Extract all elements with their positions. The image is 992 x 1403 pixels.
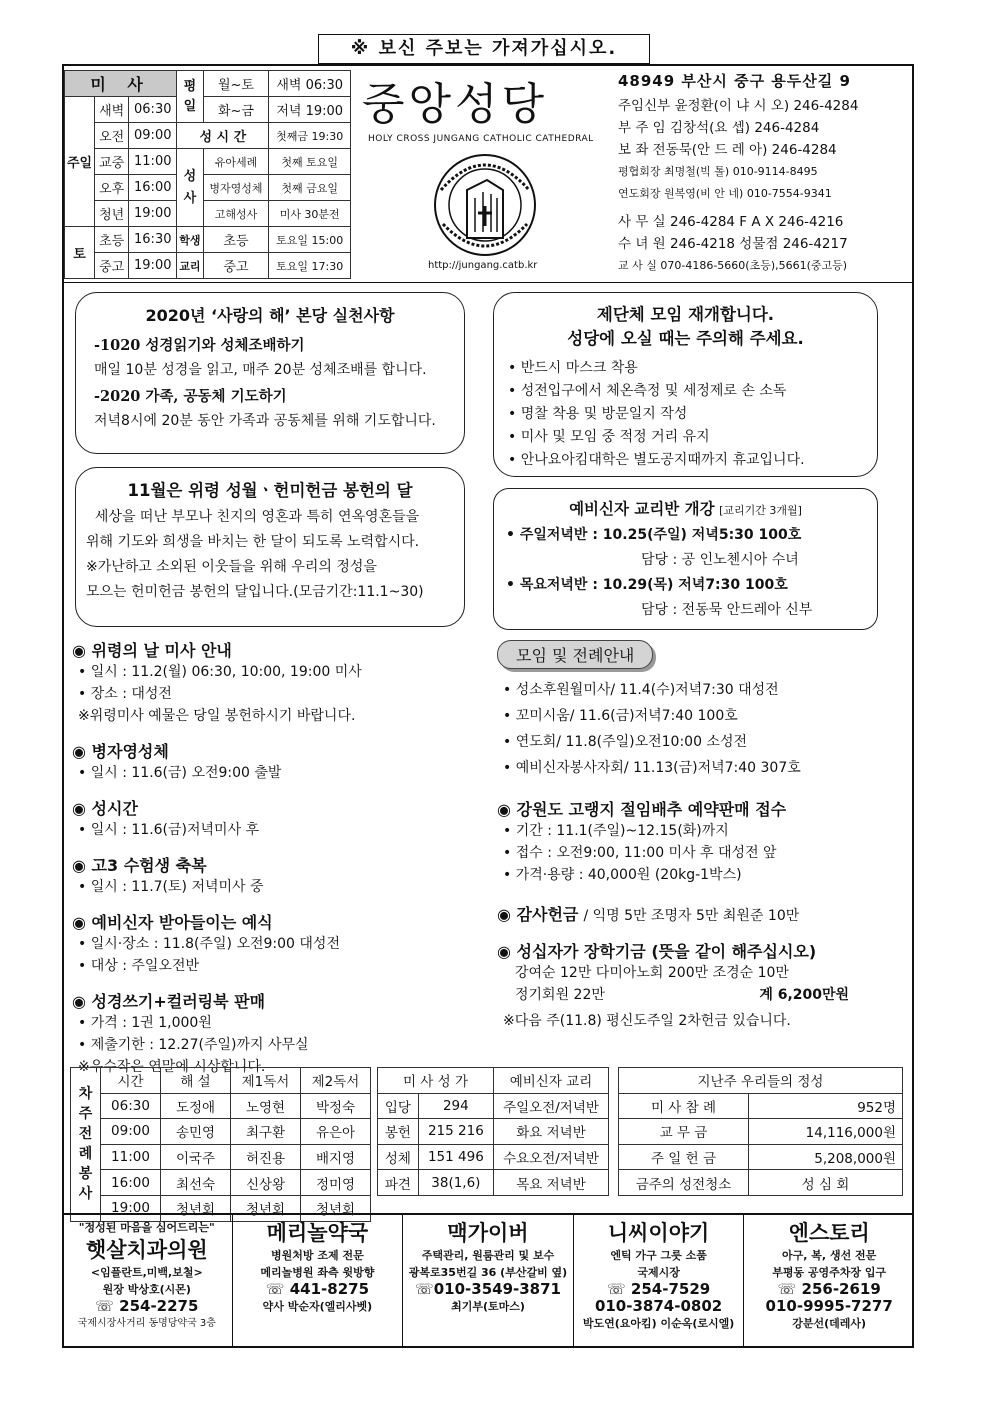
notice-line: • 장소 : 대성전 bbox=[78, 686, 172, 702]
second-collection-note: ※다음 주(11.8) 평신도주일 2차헌금 있습니다. bbox=[503, 1013, 791, 1029]
mass-time: 09:00 bbox=[129, 123, 177, 149]
contact-row: 평협회장 최명철(빅 톨) 010-9114-8495 bbox=[618, 165, 818, 178]
sacrament-name: 병자영성체 bbox=[203, 175, 269, 201]
ad-antique bbox=[574, 1215, 745, 1348]
ad-line: 부평동 공영주차장 입구 bbox=[772, 1266, 887, 1279]
mass-time: 19:00 bbox=[129, 201, 177, 227]
volunteer-side-label: 차 주 전 례 봉 사 bbox=[71, 1068, 101, 1222]
notice-block bbox=[72, 796, 492, 841]
right-notices bbox=[497, 640, 907, 1032]
table-row bbox=[619, 1144, 903, 1170]
table-cell: 도정애 bbox=[161, 1093, 231, 1119]
table-cell: 유은아 bbox=[301, 1119, 371, 1145]
table-cell: 정미영 bbox=[301, 1170, 371, 1196]
ads-strip bbox=[62, 1213, 914, 1348]
ad-name: 엔스토리 bbox=[788, 1221, 870, 1245]
notice-line: • 대상 : 주일오전반 bbox=[78, 958, 199, 974]
altar-notice-box bbox=[493, 292, 878, 477]
notice-title: ◉ 예비신자 받아들이는 예식 bbox=[72, 913, 273, 932]
ad-phone: ☏ 254-7529 bbox=[606, 1280, 711, 1298]
table-cell: 입당 bbox=[378, 1093, 419, 1119]
table-row bbox=[619, 1119, 903, 1145]
november-line: 모으는 헌미헌금 봉헌의 달입니다.(모금기간:11.1~30) bbox=[86, 584, 424, 600]
catechumen-title: 예비신자 교리반 개강 bbox=[569, 500, 715, 518]
notice-line: • 일시 : 11.6(금) 오전9:00 출발 bbox=[78, 765, 282, 781]
scholarship-title: ◉ 성십자가 장학기금 (뜻을 같이 해주십시오) bbox=[497, 942, 817, 961]
love-year-item-body: 저녁8시에 20분 동안 가족과 공동체를 위해 기도합니다. bbox=[94, 413, 436, 429]
altar-list bbox=[508, 357, 863, 472]
list-item: • 명찰 착용 및 방문일지 작성 bbox=[508, 406, 688, 422]
notice-line: • 일시·장소 : 11.8(주일) 오전9:00 대성전 bbox=[78, 936, 340, 952]
notice-title: ◉ 고3 수험생 축복 bbox=[72, 856, 207, 875]
table-cell: 151 496 bbox=[418, 1144, 493, 1170]
sacrament-label: 성 사 bbox=[177, 149, 203, 227]
table-header: 해 설 bbox=[161, 1068, 231, 1094]
love-year-item-head: -2020 가족, 공동체 기도하기 bbox=[94, 388, 287, 405]
table-row bbox=[378, 1144, 609, 1170]
scholarship-line bbox=[497, 984, 907, 1006]
table-cell: 미 사 참 례 bbox=[619, 1093, 749, 1119]
notice-line: • 가격 : 1권 1,000원 bbox=[78, 1015, 212, 1031]
left-notices bbox=[72, 638, 492, 1090]
table-cell: 송민영 bbox=[161, 1119, 231, 1145]
table-cell: 금주의 성전청소 bbox=[619, 1170, 749, 1196]
mass-label: 초등 bbox=[95, 227, 129, 253]
ad-name: 메리놀약국 bbox=[266, 1221, 369, 1245]
november-line: 위해 기도와 희생을 바치는 한 달이 되도록 노력합시다. bbox=[86, 534, 420, 550]
ad-phone: ☏ 254-2275 bbox=[95, 1297, 199, 1315]
table-cell: 교 무 금 bbox=[619, 1119, 749, 1145]
notice-line: • 제출기한 : 12.27(주일)까지 사무실 bbox=[78, 1037, 309, 1053]
table-cell: 최선숙 bbox=[161, 1170, 231, 1196]
ad-line: 광복로35번길 36 (부산갈비 옆) bbox=[408, 1266, 568, 1279]
notice-title: ◉ 위령의 날 미사 안내 bbox=[72, 641, 232, 660]
contact-row: 연도회장 원복영(비 안 네) 010-7554-9341 bbox=[618, 187, 832, 200]
table-row bbox=[378, 1119, 609, 1145]
altar-title: 성당에 오실 때는 주의해 주세요. bbox=[567, 329, 804, 348]
notice-line: ※우수작은 연말에 시상합니다. bbox=[78, 1059, 266, 1075]
ad-line: 원장 박상호(시몬) bbox=[102, 1283, 191, 1296]
notice-line: ※위령미사 예물은 당일 봉헌하시기 바랍니다. bbox=[78, 708, 356, 724]
ad-pharmacy bbox=[233, 1215, 404, 1348]
table-row bbox=[71, 1119, 371, 1145]
scholarship-block bbox=[497, 939, 907, 1032]
mass-header: 미 사 bbox=[65, 71, 177, 97]
meeting-item: • 꼬미시움/ 11.6(금)저녁7:40 100호 bbox=[503, 708, 738, 724]
notice-title: ◉ 병자영성체 bbox=[72, 742, 169, 761]
notice-block bbox=[72, 638, 492, 727]
ad-line: 최기부(토마스) bbox=[451, 1300, 525, 1313]
church-address: 48949 부산시 중구 용두산길 9 bbox=[618, 72, 851, 90]
list-item: • 미사 및 모임 중 적정 거리 유지 bbox=[508, 429, 710, 445]
catechumen-period: [교리기간 3개월] bbox=[719, 504, 802, 517]
table-row bbox=[378, 1170, 609, 1196]
student-label: 교리 bbox=[177, 253, 203, 279]
scholarship-total: 계 6,200만원 bbox=[759, 987, 850, 1003]
november-line: ※가난하고 소외된 이웃들을 위해 우리의 정성을 bbox=[86, 559, 377, 575]
table-cell: 14,116,000원 bbox=[749, 1119, 903, 1145]
table-cell: 09:00 bbox=[101, 1119, 161, 1145]
table-row bbox=[71, 1170, 371, 1196]
table-cell: 38(1,6) bbox=[418, 1170, 493, 1196]
student-label: 학생 bbox=[177, 227, 203, 253]
thanks-title: ◉ 감사헌금 bbox=[497, 905, 579, 924]
ad-line: 약사 박순자(엘리사벳) bbox=[262, 1300, 373, 1313]
catechumen-class: • 주일저녁반 : 10.25(주일) 저녁5:30 100호 bbox=[506, 527, 802, 543]
catechumen-box bbox=[493, 488, 878, 630]
table-cell: 294 bbox=[418, 1093, 493, 1119]
table-cell: 수요오전/저녁반 bbox=[494, 1144, 609, 1170]
contact-block bbox=[618, 70, 912, 277]
ad-name: 햇살치과의원 bbox=[85, 1238, 208, 1262]
ad-line: 박도연(요아킴) 이순옥(로시엘) bbox=[582, 1317, 735, 1330]
table-cell: 박정숙 bbox=[301, 1093, 371, 1119]
november-title: 11월은 위령 성월ㆍ헌미헌금 봉헌의 달 bbox=[127, 481, 413, 500]
cabbage-block bbox=[497, 797, 907, 886]
table-cell: 목요 저녁반 bbox=[494, 1170, 609, 1196]
table-header: 지난주 우리들의 정성 bbox=[619, 1068, 903, 1094]
weekday-label: 평 일 bbox=[177, 71, 203, 123]
table-cell: 성체 bbox=[378, 1144, 419, 1170]
sacrament-when: 첫째 토요일 bbox=[269, 149, 351, 175]
notice-line: • 일시 : 11.2(월) 06:30, 10:00, 19:00 미사 bbox=[78, 664, 362, 680]
notice-title: ◉ 성시간 bbox=[72, 799, 138, 818]
table-cell: 배지영 bbox=[301, 1144, 371, 1170]
table-header: 시간 bbox=[101, 1068, 161, 1094]
office-row: 교 사 실 070-4186-5660(초등),5661(중고등) bbox=[618, 259, 848, 272]
table-cell: 215 216 bbox=[418, 1119, 493, 1145]
november-box bbox=[75, 467, 465, 627]
mass-time: 06:30 bbox=[129, 97, 177, 123]
table-row bbox=[619, 1093, 903, 1119]
meeting-item: • 연도회/ 11.8(주일)오전10:00 소성전 bbox=[503, 734, 748, 750]
church-subtitle: HOLY CROSS JUNGANG CATHOLIC CATHEDRAL bbox=[368, 134, 594, 144]
list-item: • 안나요아킴대학은 별도공지때까지 휴교입니다. bbox=[508, 452, 805, 468]
ad-restaurant bbox=[744, 1215, 914, 1348]
mass-label: 교중 bbox=[95, 149, 129, 175]
cabbage-line: • 가격·용량 : 40,000원 (20kg-1박스) bbox=[503, 867, 742, 883]
catechumen-class: • 목요저녁반 : 10.29(목) 저녁7:30 100호 bbox=[506, 577, 788, 593]
table-cell: 주일오전/저녁반 bbox=[494, 1093, 609, 1119]
cabbage-line: • 접수 : 오전9:00, 11:00 미사 후 대성전 앞 bbox=[503, 845, 777, 861]
catechumen-teacher: 담당 : 전동묵 안드레아 신부 bbox=[641, 602, 813, 618]
table-cell: 노영현 bbox=[231, 1093, 301, 1119]
weekday-desc: 저녁 19:00 bbox=[269, 97, 351, 123]
notice-title: ◉ 성경쓰기+컬러링북 판매 bbox=[72, 992, 266, 1011]
table-header: 미 사 성 가 bbox=[378, 1068, 494, 1094]
ad-phone: 010-3874-0802 bbox=[594, 1297, 723, 1315]
ad-line: 강분선(데레사) bbox=[792, 1317, 867, 1330]
mass-label: 오후 bbox=[95, 175, 129, 201]
ad-line: 주택관리, 원룸관리 및 보수 bbox=[421, 1249, 555, 1262]
mass-label: 오전 bbox=[95, 123, 129, 149]
ad-line: 아구, 복, 생선 전문 bbox=[782, 1249, 877, 1262]
weekday-day: 화~금 bbox=[203, 97, 269, 123]
table-header: 예비신자 교리 bbox=[494, 1068, 609, 1094]
list-item: • 반드시 마스크 착용 bbox=[508, 360, 638, 376]
table-cell: 허진용 bbox=[231, 1144, 301, 1170]
table-cell: 최구환 bbox=[231, 1119, 301, 1145]
ad-line: 국제시장사거리 동명당약국 3층 bbox=[77, 1318, 216, 1329]
table-cell: 952명 bbox=[749, 1093, 903, 1119]
mass-time: 11:00 bbox=[129, 149, 177, 175]
ad-phone: ☏ 441-8275 bbox=[265, 1280, 370, 1298]
ad-dental bbox=[62, 1215, 233, 1348]
catechumen-teacher: 담당 : 공 인노첸시아 수녀 bbox=[641, 552, 799, 568]
altar-title: 제단체 모임 재개합니다. bbox=[596, 305, 775, 324]
table-cell: 이국주 bbox=[161, 1144, 231, 1170]
november-line: 세상을 떠난 부모나 친지의 영혼과 특히 연옥영혼들을 bbox=[86, 509, 420, 525]
student-name: 초등 bbox=[203, 227, 269, 253]
ad-line: 엔틱 가구 그릇 소품 bbox=[610, 1249, 707, 1262]
love-year-title: 2020년 ‘사랑의 해’ 본당 실천사항 bbox=[145, 306, 395, 325]
sunday-label: 주일 bbox=[65, 97, 95, 227]
scholarship-regular: 정기회원 22만 bbox=[515, 987, 605, 1003]
mass-time: 16:30 bbox=[129, 227, 177, 253]
love-year-item-body: 매일 10분 성경을 읽고, 매주 20분 성체조배를 합니다. bbox=[94, 362, 427, 378]
ad-line: <임플란트,미백,보철> bbox=[90, 1266, 203, 1279]
love-year-item-head: -1020 성경읽기와 성체조배하기 bbox=[94, 337, 305, 354]
table-cell: 11:00 bbox=[101, 1144, 161, 1170]
ad-line: 메리놀병원 좌측 윗방향 bbox=[260, 1266, 375, 1279]
list-item: • 성전입구에서 체온측정 및 세정제로 손 소독 bbox=[508, 383, 787, 399]
table-row bbox=[378, 1093, 609, 1119]
volunteer-table bbox=[70, 1067, 371, 1222]
table-row bbox=[71, 1093, 371, 1119]
table-cell: 청년회 bbox=[231, 1195, 301, 1221]
table-cell: 화요 저녁반 bbox=[494, 1119, 609, 1145]
table-header: 제2독서 bbox=[301, 1068, 371, 1094]
weekday-desc: 새벽 06:30 bbox=[269, 71, 351, 97]
church-url[interactable]: http://jungang.catb.kr bbox=[428, 260, 538, 271]
contact-row: 부 주 임 김창석(요 셉) 246-4284 bbox=[618, 120, 820, 136]
table-row bbox=[619, 1170, 903, 1196]
notice-block bbox=[72, 739, 492, 784]
scholarship-line: 강여순 12만 다미아노회 200만 조경순 10만 bbox=[515, 965, 789, 981]
ad-line: 국제시장 bbox=[637, 1266, 680, 1279]
table-cell: 주 일 헌 금 bbox=[619, 1144, 749, 1170]
table-row bbox=[71, 1144, 371, 1170]
table-cell: 파견 bbox=[378, 1170, 419, 1196]
notice-block bbox=[72, 853, 492, 898]
student-name: 중고 bbox=[203, 253, 269, 279]
table-cell: 06:30 bbox=[101, 1093, 161, 1119]
table-header: 제1독서 bbox=[231, 1068, 301, 1094]
sacrament-when: 미사 30분전 bbox=[269, 201, 351, 227]
sacrament-name: 고해성사 bbox=[203, 201, 269, 227]
ad-phone: ☏ 256-2619 bbox=[777, 1280, 881, 1298]
table-cell: 청년회 bbox=[161, 1195, 231, 1221]
ad-name: 니씨이야기 bbox=[607, 1221, 710, 1245]
ad-line: 병원처방 조제 전문 bbox=[271, 1249, 364, 1262]
student-when: 토요일 15:00 bbox=[269, 227, 351, 253]
sacrament-when: 첫째 금요일 bbox=[269, 175, 351, 201]
notice-block bbox=[72, 989, 492, 1078]
office-row: 사 무 실 246-4284 F A X 246-4216 bbox=[618, 214, 844, 230]
contact-row: 주임신부 윤정환(이 냐 시 오) 246-4284 bbox=[618, 98, 859, 114]
table-cell: 19:00 bbox=[101, 1195, 161, 1221]
meeting-tag: 모임 및 전례안내 bbox=[497, 640, 653, 669]
mass-label: 새벽 bbox=[95, 97, 129, 123]
table-cell: 청년회 bbox=[301, 1195, 371, 1221]
hymn-class-table bbox=[377, 1067, 609, 1196]
church-name: 중앙성당 bbox=[362, 79, 549, 130]
take-home-banner: ※ 보신 주보는 가져가십시오. bbox=[318, 34, 650, 64]
header-divider bbox=[62, 282, 914, 283]
sacrament-name: 유아세례 bbox=[203, 149, 269, 175]
saturday-label: 토 bbox=[65, 227, 95, 279]
contact-row: 보 좌 전동묵(안 드 레 아) 246-4284 bbox=[618, 142, 837, 158]
thanks-text: / 익명 5만 조명자 5만 최원준 10만 bbox=[583, 908, 800, 924]
notice-block bbox=[72, 910, 492, 977]
student-when: 토요일 17:30 bbox=[269, 253, 351, 279]
table-cell: 16:00 bbox=[101, 1170, 161, 1196]
table-cell: 성 심 회 bbox=[749, 1170, 903, 1196]
mass-time: 16:00 bbox=[129, 175, 177, 201]
notice-line: • 일시 : 11.7(토) 저녁미사 중 bbox=[78, 879, 264, 895]
ad-phone: 010-9995-7277 bbox=[765, 1297, 893, 1315]
mass-schedule-table bbox=[64, 70, 351, 279]
mass-time: 19:00 bbox=[129, 253, 177, 279]
cabbage-title: ◉ 강원도 고랭지 절임배추 예약판매 접수 bbox=[497, 800, 787, 819]
meeting-item: • 예비신자봉사자회/ 11.13(금)저녁7:40 307호 bbox=[503, 760, 801, 776]
ad-name: 맥가이버 bbox=[447, 1221, 529, 1245]
offering-table bbox=[618, 1067, 903, 1196]
mass-label: 중고 bbox=[95, 253, 129, 279]
church-seal-logo bbox=[425, 150, 545, 260]
cabbage-line: • 기간 : 11.1(주일)~12.15(화)까지 bbox=[503, 823, 729, 839]
weekday-day: 월~토 bbox=[203, 71, 269, 97]
ad-phone: ☏010-3549-3871 bbox=[414, 1280, 561, 1298]
ad-handyman bbox=[403, 1215, 574, 1348]
thanks-block bbox=[497, 902, 907, 925]
holy-hour-value: 첫째금 19:30 bbox=[269, 123, 351, 149]
love-year-box bbox=[75, 292, 465, 454]
table-cell: 5,208,000원 bbox=[749, 1144, 903, 1170]
table-cell: 신상왕 bbox=[231, 1170, 301, 1196]
meeting-item: • 성소후원월미사/ 11.4(수)저녁7:30 대성전 bbox=[503, 682, 779, 698]
mass-label: 청년 bbox=[95, 201, 129, 227]
notice-line: • 일시 : 11.6(금)저녁미사 후 bbox=[78, 822, 260, 838]
table-cell: 봉헌 bbox=[378, 1119, 419, 1145]
office-row: 수 녀 원 246-4218 성물점 246-4217 bbox=[618, 236, 848, 252]
holy-hour-label: 성 시 간 bbox=[177, 123, 269, 149]
ad-slogan: "정성된 마음을 심어드리는" bbox=[78, 1221, 215, 1234]
